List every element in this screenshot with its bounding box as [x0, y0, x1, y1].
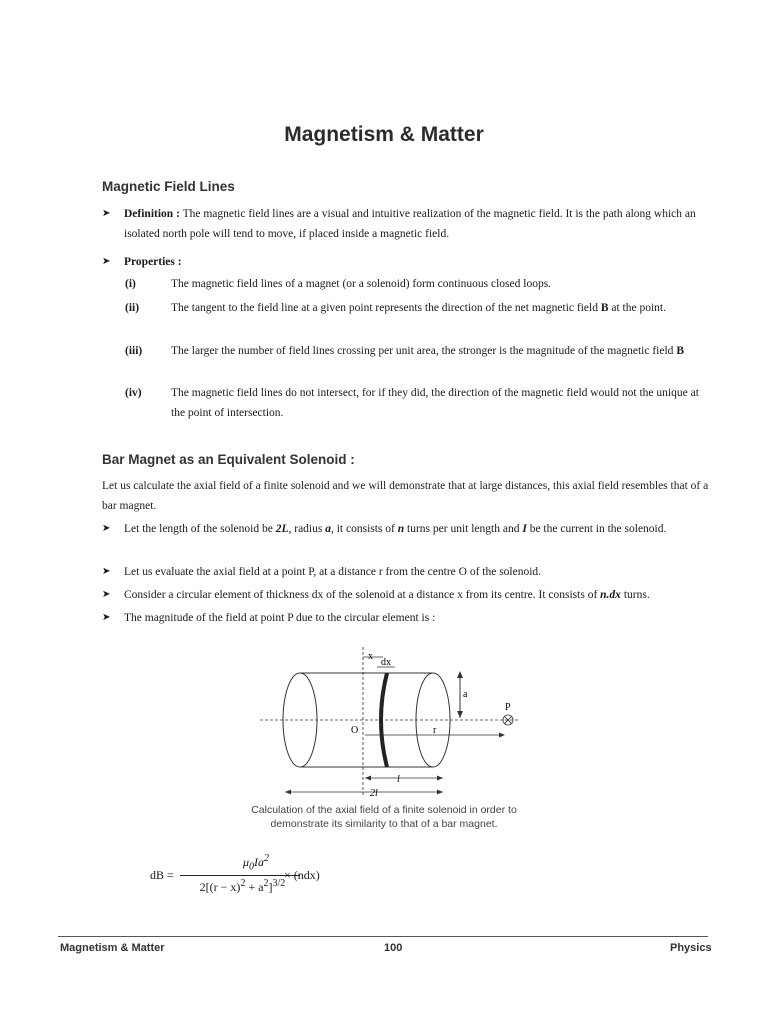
figure-caption: Calculation of the axial field of a finite solenoid in order to demonstrate its similarity to that of a bar magnet. [251, 804, 517, 830]
solenoid-diagram [255, 645, 525, 805]
property-number: (i) [125, 278, 136, 290]
label-x: x [368, 651, 373, 662]
arrow-bullet-icon: ➤ [102, 612, 111, 623]
property-number: (ii) [125, 302, 140, 314]
definition-bullet [102, 204, 714, 244]
arrow-bullet-icon: ➤ [102, 566, 111, 577]
label-o: O [351, 725, 359, 736]
footer-page-number: 100 [384, 942, 403, 954]
formula-rhs: × (ndx) [284, 868, 320, 882]
label-p: P [505, 702, 511, 713]
arrow-bullet-icon: ➤ [102, 589, 111, 600]
property-number: (iii) [125, 345, 143, 357]
arrow-bullet-icon: ➤ [102, 256, 111, 267]
label-2l: 2l [370, 788, 378, 799]
property-text: The magnetic field lines do not intersect, for if they did, the direction of the magnetic field would not the unique at the point of intersection. [171, 387, 699, 419]
section-heading-bar-magnet: Bar Magnet as an Equivalent Solenoid : [102, 452, 355, 467]
label-r: r [433, 725, 437, 736]
definition-label: Definition : [124, 208, 180, 220]
intro-paragraph: Let us calculate the axial field of a finite solenoid and we will demonstrate that at large distances, this axial field resembles that of a bar magnet. [102, 480, 709, 512]
section-heading-field-lines: Magnetic Field Lines [102, 179, 235, 194]
arrow-bullet-icon: ➤ [102, 523, 111, 534]
fraction-bar [180, 875, 300, 876]
field-formula [150, 853, 350, 903]
label-l: l [397, 774, 400, 785]
document-page: Magnetism & Matter Magnetic Field Lines ➤ Definition : The magnetic field lines are a visual and intuitive realization of the magnetic field. It is the path along which an isolated north pole will tend to move, if placed inside a magnetic field. ➤ Properties : (i) The magnetic field lines of a magnet (or a solenoid) form continuous closed loops. (ii) The tangent to the field line at a given point represents the direction of the net magnetic field B at the point. (iii) The larger the number of field lines crossing per unit area, the stronger is the magnitude of the magnetic field B (iv) The magnetic field lines do not intersect, for if they did, the direction of the magnetic field would not the unique at the point of intersection. Bar Magnet as an Equivalent Solenoid : Let us calculate the axial field of a finite solenoid and we will demonstrate that at large distances, this axial field resembles that of a bar magnet. ➤ Let the length of the solenoid be 2L, radius a, it consists of n turns per unit length and I be the current in the solenoid. ➤ Let us evaluate the axial field at a point P, at a distance r from the centre O of the solenoid. ➤ Consider a circular element of thickness dx of the solenoid at a distance x from its centre. It consists of n.dx turns. ➤ The magnitude of the field at point P due to the circular element is : x dx a P O r l 2l Calculation of the axial field of a finite solenoid in order to demonstrate its similarity to that of a bar magnet. dB = $\mu_0Ia^2$ $2[(r - x)^2 + a^2]^{3/2}$ × (ndx) Magnetism & Matter 100 Physics [0, 0, 768, 1024]
properties-label: Properties : [124, 256, 182, 268]
definition-text: The magnetic field lines are a visual and intuitive realization of the magnetic field. It is the path along which an isolated north pole will tend to move, if placed inside a magnetic field. [124, 208, 696, 240]
property-text: The tangent to the field line at a given point represents the direction of the net magnetic field B at the point. [171, 302, 666, 314]
footer-right: Physics [670, 942, 712, 954]
page-title: Magnetism & Matter [284, 123, 484, 146]
label-dx: dx [381, 657, 391, 668]
label-a: a [463, 689, 468, 700]
footer-rule [58, 936, 708, 937]
footer-left: Magnetism & Matter [60, 942, 165, 954]
formula-lhs: dB = [150, 868, 174, 882]
property-text: The magnetic field lines of a magnet (or a solenoid) form continuous closed loops. [171, 278, 552, 290]
formula-numerator: $\mu_0Ia^2$ [242, 853, 270, 873]
arrow-bullet-icon: ➤ [102, 208, 111, 219]
property-text: The larger the number of field lines crossing per unit area, the stronger is the magnitude of the magnetic field B [171, 345, 684, 357]
property-number: (iv) [125, 387, 142, 399]
formula-denominator: $2[(r - x)^2 + a^2]^{3/2}$ [199, 878, 286, 894]
